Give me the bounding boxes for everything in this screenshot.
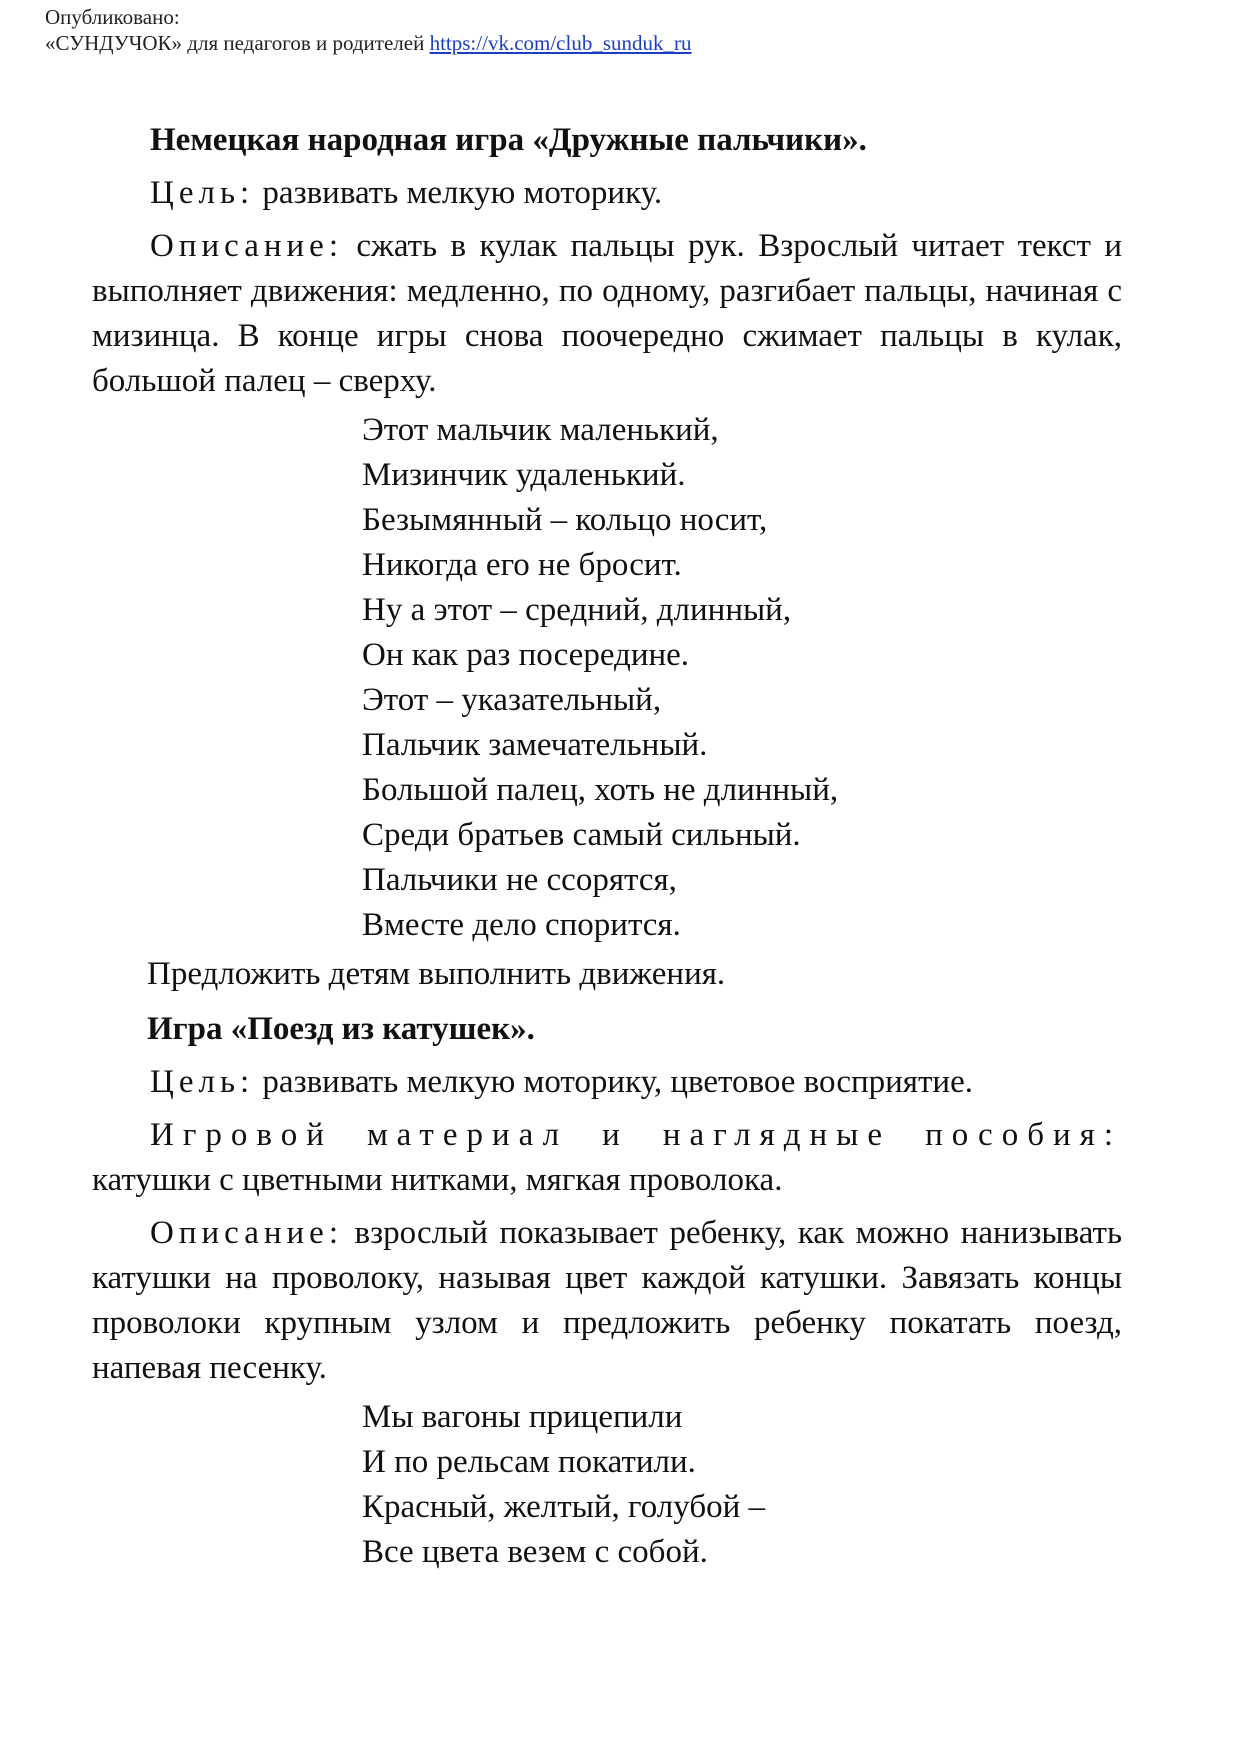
poem-line: Пальчик замечательный. [362,727,708,763]
poem-line: Ну а этот – средний, длинный, [362,592,792,628]
game1-goal-text: развивать мелкую моторику. [254,175,663,211]
poem-line: Он как раз посередине. [362,637,690,673]
game2-goal-label: Цель: [150,1064,255,1100]
game2-poem [362,1395,1122,1575]
game2-desc-text: взрослый показывает ребенку, как можно нанизывать катушки на проволоку, называя цвет каждой катушки. Завязать концы проволоки крупным узлом и предложить ребенку покатать поезд, напевая песенку. [92,1215,1122,1386]
publication-header [45,4,692,56]
game1-goal [92,171,1122,216]
game2-material [92,1113,1122,1203]
game2-material-label: Игровой материал и наглядные пособия: [150,1117,1122,1153]
poem-line: Этот мальчик маленький, [362,412,719,448]
game1-description [92,224,1122,404]
game1-title: Немецкая народная игра «Дружные пальчики». [150,122,867,158]
game2-goal-text: развивать мелкую моторику, цветовое восприятие. [254,1064,973,1100]
poem-line: И по рельсам покатили. [362,1444,696,1480]
poem-line: Никогда его не бросит. [362,547,682,583]
poem-line: Вместе дело спорится. [362,907,681,943]
document-body [92,118,1122,1579]
site-name: «СУНДУЧОК» для педагогов и родителей [45,31,425,55]
game2-desc-label: Описание: [150,1215,343,1251]
poem-line: Все цвета везем с собой. [362,1534,708,1570]
site-line [45,30,692,56]
poem-line: Безымянный – кольцо носит, [362,502,768,538]
game2-material-text: катушки с цветными нитками, мягкая проволока. [92,1162,783,1198]
game2-description [92,1211,1122,1391]
game1-goal-label: Цель: [150,175,255,211]
game1-closing: Предложить детям выполнить движения. [147,956,726,992]
game2-title: Игра «Поезд из катушек». [147,1011,535,1047]
poem-line: Пальчики не ссорятся, [362,862,677,898]
poem-line: Большой палец, хоть не длинный, [362,772,839,808]
game2-goal [92,1060,1122,1105]
poem-line: Красный, желтый, голубой – [362,1489,766,1525]
poem-line: Этот – указательный, [362,682,662,718]
game1-desc-text: сжать в кулак пальцы рук. Взрослый читает текст и выполняет движения: медленно, по одному, разгибает пальцы, начиная с мизинца. В конце игры снова поочередно сжимает пальцы в кулак, большой палец – сверху. [92,228,1122,399]
poem-line: Мизинчик удаленький. [362,457,686,493]
poem-line: Мы вагоны прицепили [362,1399,683,1435]
game1-desc-label: Описание: [150,228,343,264]
poem-line: Среди братьев самый сильный. [362,817,801,853]
game1-poem [362,408,1122,948]
site-link[interactable]: https://vk.com/club_sunduk_ru [429,31,692,55]
published-label: Опубликовано: [45,5,180,29]
